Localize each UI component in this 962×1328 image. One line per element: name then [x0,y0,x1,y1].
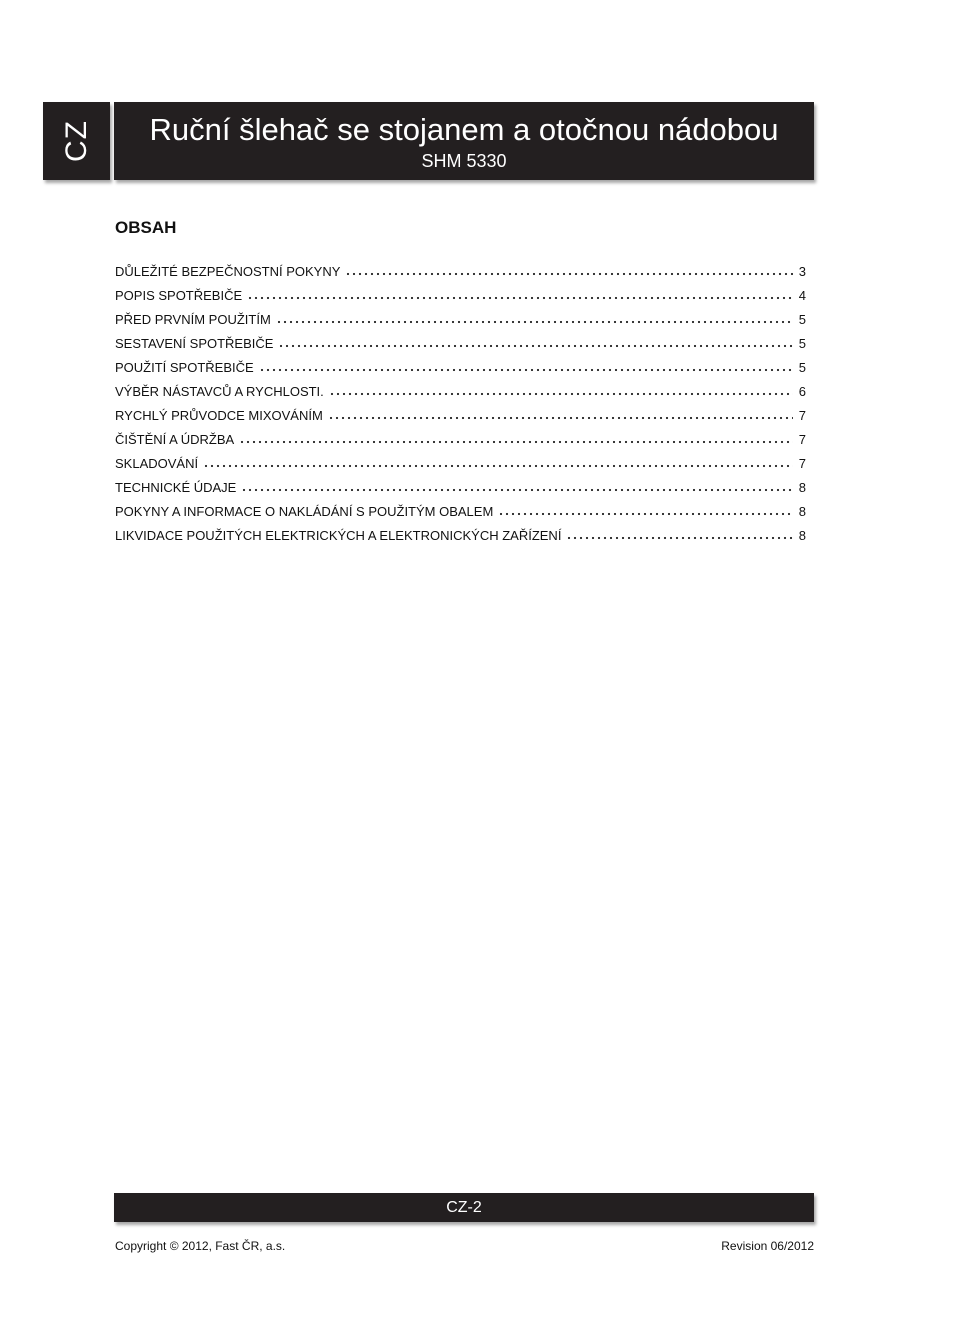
model-number: SHM 5330 [421,151,507,171]
toc-dot-leader [239,432,793,444]
toc-dot-leader [278,336,793,348]
toc-dot-leader [329,384,793,396]
footer-bar [114,1193,814,1222]
language-tab [43,102,110,180]
toc-entry-label: SKLADOVÁNÍ [115,456,199,471]
toc-entry[interactable] [115,406,806,430]
toc-dot-leader [345,264,793,276]
toc-entry[interactable] [115,454,806,478]
copyright-notice: Copyright © 2012, Fast ČR, a.s. [115,1239,286,1253]
toc-entry-page: 7 [798,408,806,423]
toc-entry-page: 4 [798,288,806,303]
toc-entry-page: 8 [798,504,806,519]
toc-entry-label: LIKVIDACE POUŽITÝCH ELEKTRICKÝCH A ELEKTRONICKÝCH ZAŘÍZENÍ [115,528,562,543]
toc-dot-leader [566,528,793,540]
toc-heading: OBSAH [115,218,177,237]
toc-entry-page: 8 [798,528,806,543]
toc-entry-label: TECHNICKÉ ÚDAJE [115,480,237,495]
toc-entry-page: 7 [798,432,806,447]
toc-dot-leader [498,504,793,516]
toc-entry-label: DŮLEŽITÉ BEZPEČNOSTNÍ POKYNY [115,264,341,279]
page-number: CZ-2 [446,1199,482,1216]
toc-entry[interactable] [115,382,806,406]
revision-label: Revision 06/2012 [721,1239,814,1253]
toc-dot-leader [241,480,793,492]
toc-entry-label: RYCHLÝ PRŮVODCE MIXOVÁNÍM [115,408,323,423]
toc-entry-page: 5 [798,336,806,351]
toc-dot-leader [203,456,793,468]
toc-entry-page: 6 [798,384,806,399]
toc-entry-page: 7 [798,456,806,471]
toc-dot-leader [247,288,793,300]
document-title: Ruční šlehač se stojanem a otočnou nádobou [149,112,779,147]
toc-entry-label: POKYNY A INFORMACE O NAKLÁDÁNÍ S POUŽITÝM OBALEM [115,504,494,519]
toc-entry[interactable] [115,526,806,550]
toc-entry-label: SESTAVENÍ SPOTŘEBIČE [115,336,274,351]
toc-entry-page: 5 [798,360,806,375]
toc-entry-page: 5 [798,312,806,327]
toc-entry-page: 3 [798,264,806,279]
toc-entry[interactable] [115,286,806,310]
toc-entry[interactable] [115,262,806,286]
toc-entry-page: 8 [798,480,806,495]
toc-entry-label: ČIŠTĚNÍ A ÚDRŽBA [115,432,235,447]
toc-dot-leader [276,312,793,324]
title-bar [114,102,814,180]
table-of-contents [115,262,806,550]
toc-entry-label: VÝBĚR NÁSTAVCŮ A RYCHLOSTI. [115,384,324,399]
toc-entry[interactable] [115,478,806,502]
toc-entry[interactable] [115,334,806,358]
toc-entry[interactable] [115,358,806,382]
toc-entry[interactable] [115,430,806,454]
toc-entry-label: POUŽITÍ SPOTŘEBIČE [115,360,254,375]
toc-entry[interactable] [115,310,806,334]
toc-dot-leader [328,408,793,420]
toc-entry-label: POPIS SPOTŘEBIČE [115,288,243,303]
toc-entry[interactable] [115,502,806,526]
toc-dot-leader [259,360,793,372]
toc-entry-label: PŘED PRVNÍM POUŽITÍM [115,312,271,327]
language-code: CZ [59,120,93,162]
